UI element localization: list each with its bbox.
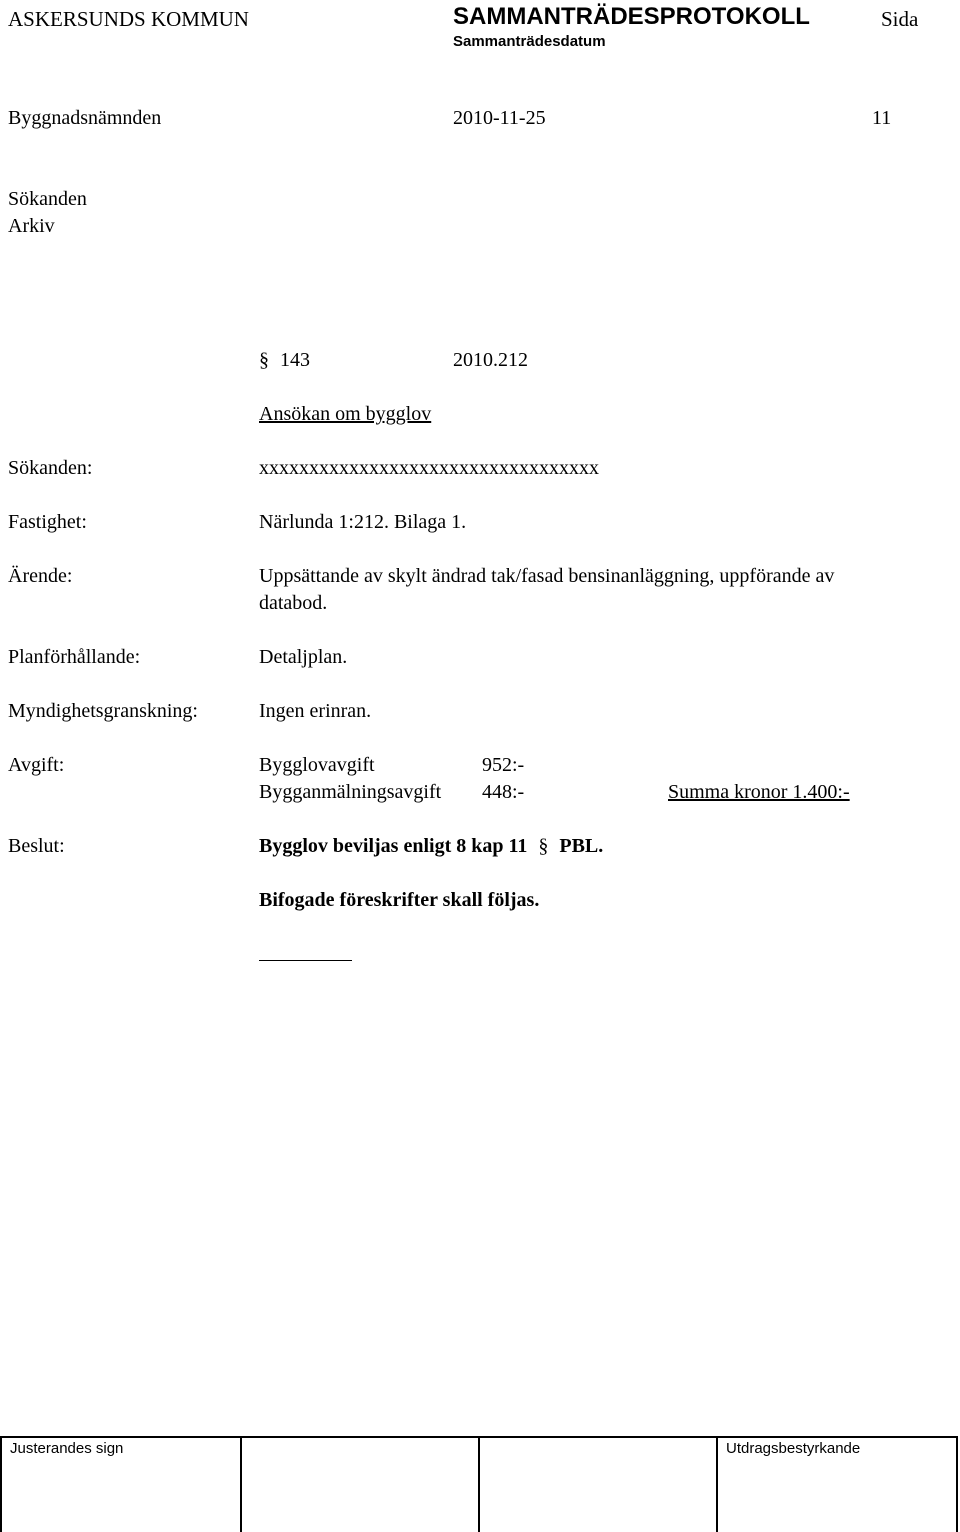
- footer-justerandes-label: Justerandes sign: [10, 1440, 124, 1457]
- case-number: 2010.212: [453, 349, 528, 371]
- property-value: Närlunda 1:212. Bilaga 1.: [259, 511, 467, 533]
- fee-item-name: Bygganmälningsavgift: [259, 781, 442, 803]
- board-name: Byggnadsnämnden: [8, 107, 162, 129]
- section-number: 143: [280, 349, 310, 371]
- matter-label: Ärende:: [8, 565, 73, 587]
- page-label: Sida: [881, 7, 919, 31]
- applicant-label: Sökanden:: [8, 457, 93, 479]
- footer-cell-blank-1: [240, 1438, 480, 1532]
- matter-value-line1: Uppsättande av skylt ändrad tak/fasad bensinanläggning, uppförande av: [259, 565, 835, 587]
- decision-label: Beslut:: [8, 835, 65, 857]
- distribution-item: Sökanden: [8, 188, 87, 210]
- page-number: 11: [872, 107, 892, 129]
- section-symbol: §: [538, 835, 549, 857]
- review-label: Myndighetsgranskning:: [8, 700, 198, 722]
- section-symbol: §: [259, 349, 269, 371]
- footer-utdrag-label: Utdragsbestyrkande: [726, 1440, 861, 1457]
- decision-line1-prefix: Bygglov beviljas enligt 8 kap 11: [259, 835, 528, 857]
- fee-item-name: Bygglovavgift: [259, 754, 375, 776]
- footer-cell-blank-2: [478, 1438, 718, 1532]
- fee-item-amount: 448:-: [482, 781, 525, 803]
- end-separator: [259, 960, 352, 961]
- case-title: Ansökan om bygglov: [259, 403, 432, 425]
- fee-item-amount: 952:-: [482, 754, 525, 776]
- property-label: Fastighet:: [8, 511, 87, 533]
- plan-value: Detaljplan.: [259, 646, 348, 668]
- fee-total: Summa kronor 1.400:-: [668, 781, 850, 803]
- decision-line1: [259, 834, 603, 858]
- meeting-date: 2010-11-25: [453, 107, 546, 129]
- distribution-item: Arkiv: [8, 215, 55, 237]
- decision-line2: Bifogade föreskrifter skall följas.: [259, 889, 540, 911]
- municipality-name: ASKERSUNDS KOMMUN: [8, 7, 249, 31]
- review-value: Ingen erinran.: [259, 700, 372, 722]
- decision-line1-suffix: PBL.: [559, 835, 604, 857]
- document-type: SAMMANTRÄDESPROTOKOLL: [453, 3, 810, 30]
- meeting-date-label: Sammanträdesdatum: [453, 33, 606, 50]
- footer-cell-justerandes: [0, 1438, 242, 1532]
- section-heading: [259, 348, 310, 372]
- matter-value-line2: databod.: [259, 592, 328, 614]
- applicant-value: xxxxxxxxxxxxxxxxxxxxxxxxxxxxxxxxxx: [259, 457, 599, 479]
- signature-footer: [0, 1436, 958, 1532]
- plan-label: Planförhållande:: [8, 646, 141, 668]
- footer-cell-utdrag: [716, 1438, 958, 1532]
- fee-label: Avgift:: [8, 754, 65, 776]
